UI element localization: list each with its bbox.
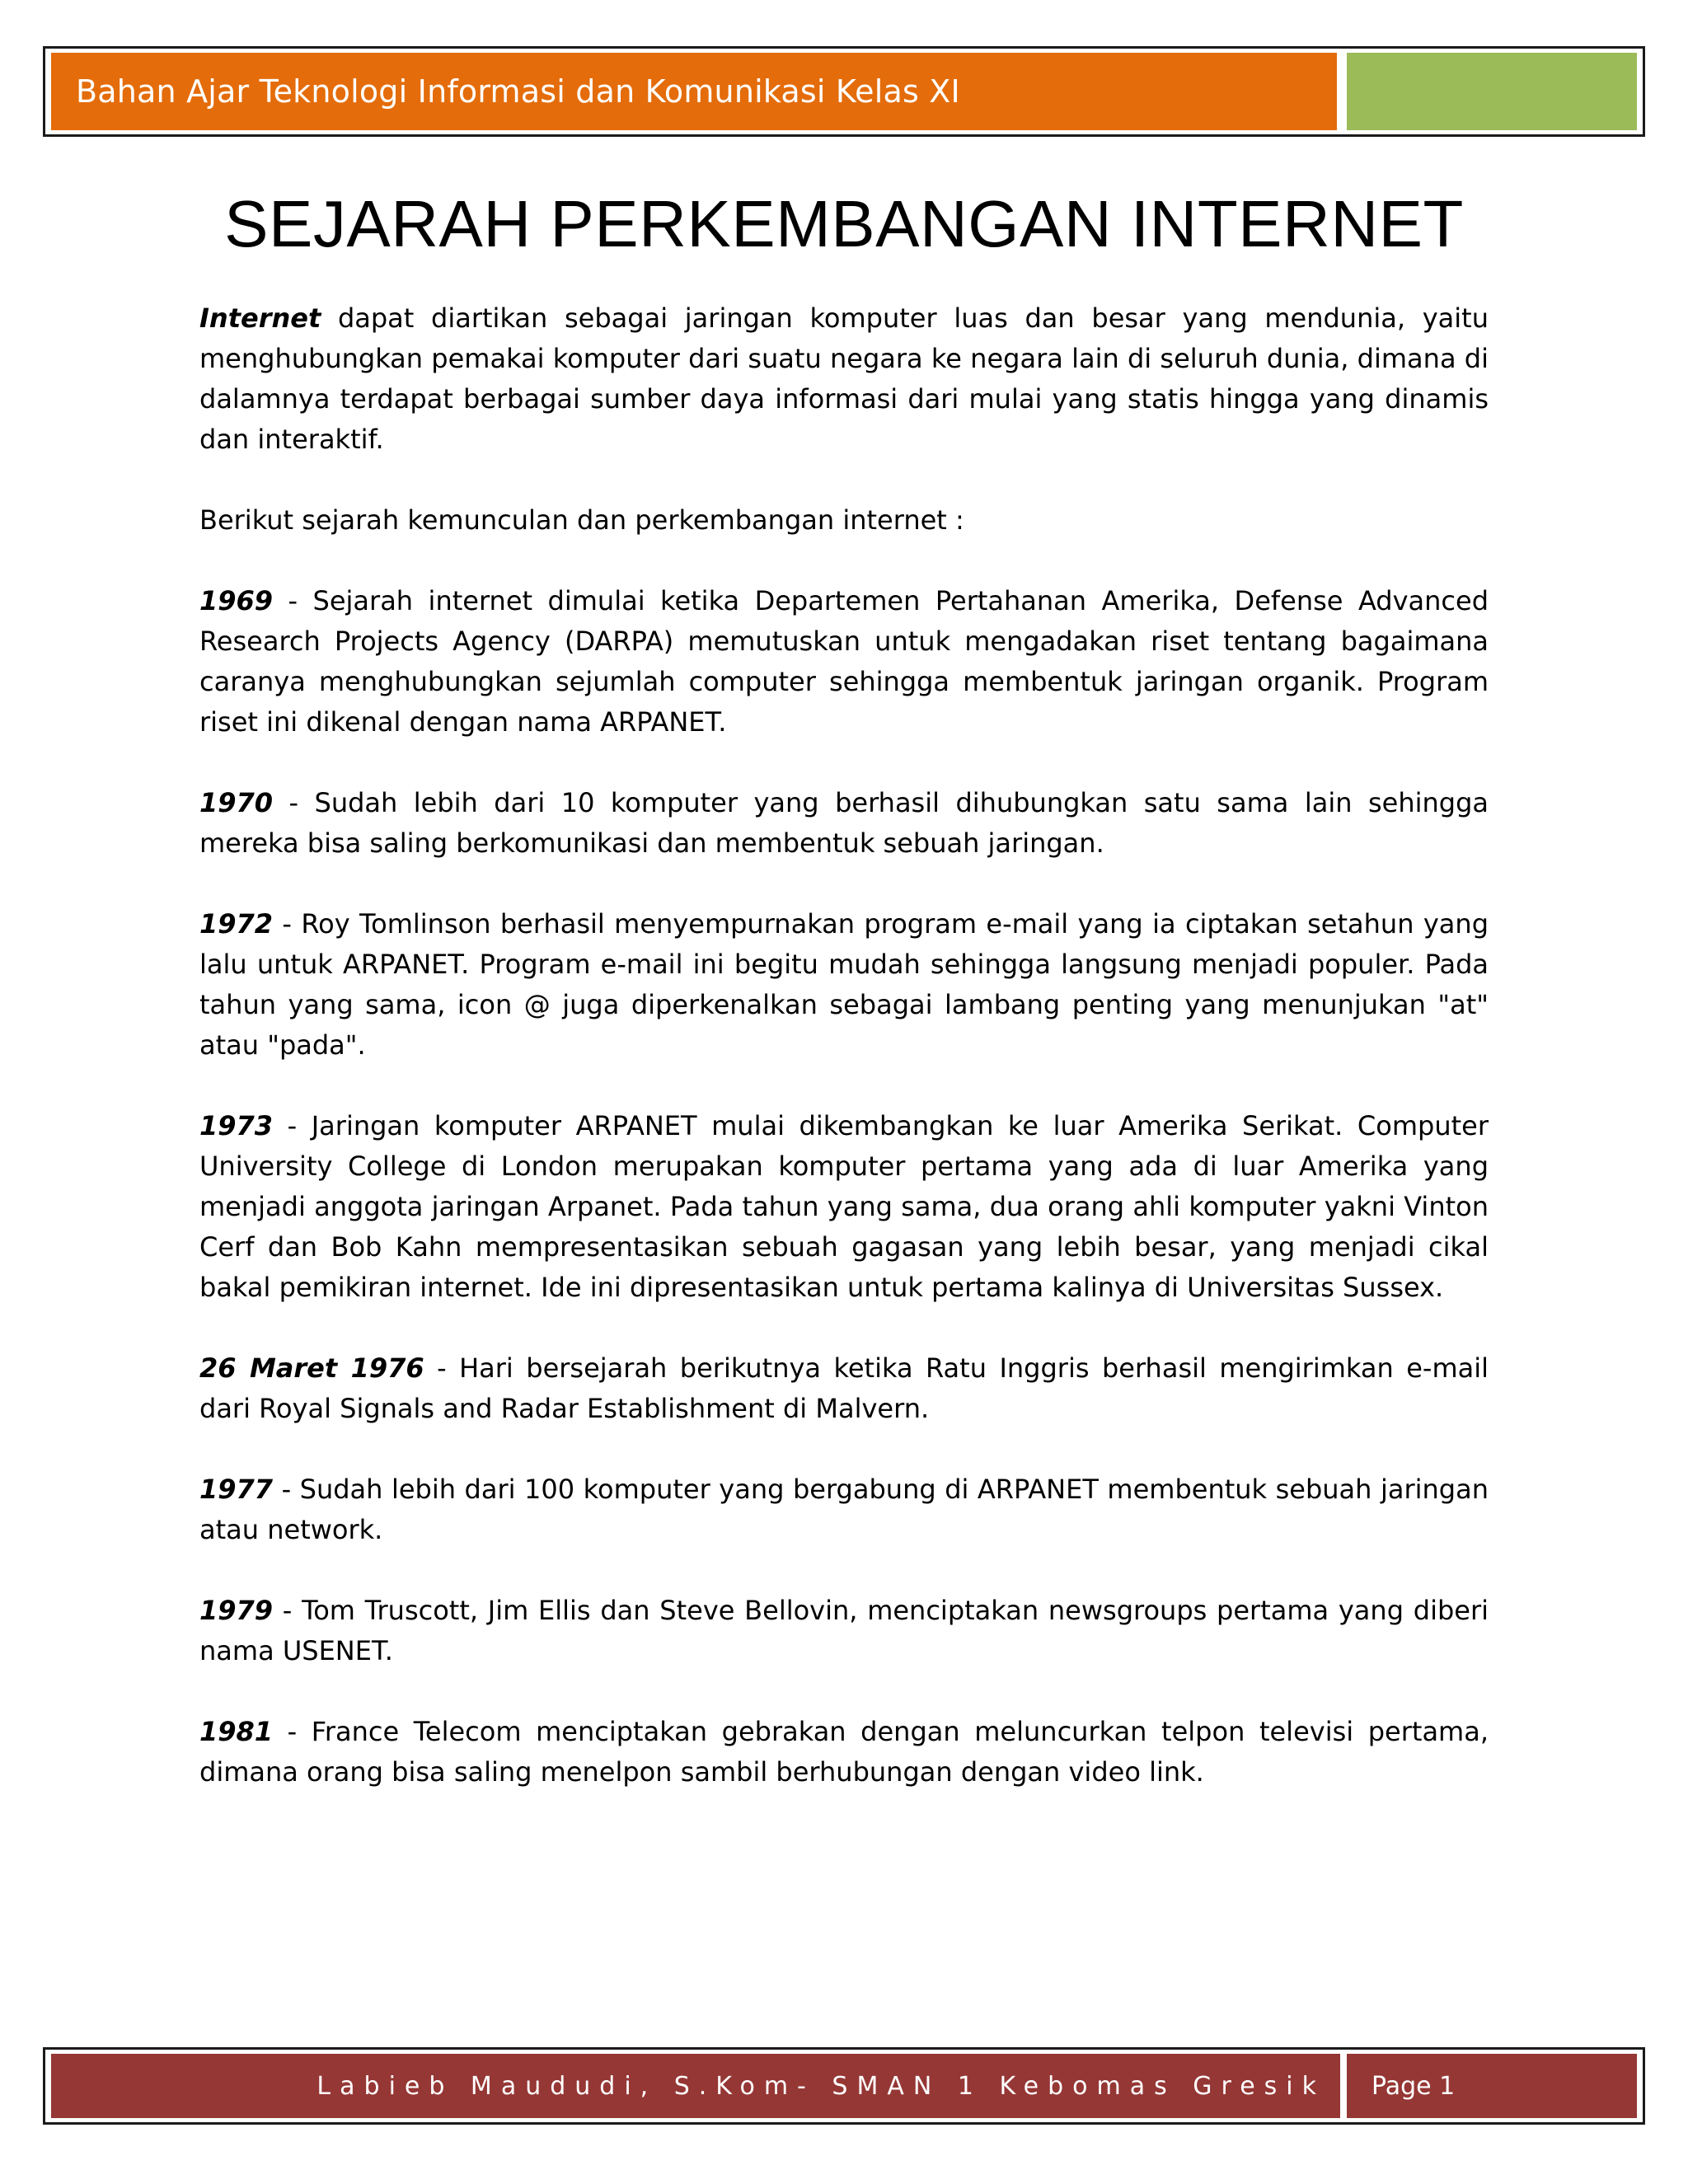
intro-paragraph bbox=[199, 298, 1489, 460]
entry-text: - Hari bersejarah berikutnya ketika Ratu Inggris berhasil mengirimkan e-mail dari Royal Signals and Radar Establishment di Malvern. bbox=[199, 1352, 1489, 1424]
header-accent-block bbox=[1347, 53, 1637, 130]
entry-year: 1979 bbox=[199, 1595, 274, 1626]
entry-text: - Sudah lebih dari 100 komputer yang bergabung di ARPANET membentuk sebuah jaringan atau network. bbox=[199, 1474, 1489, 1545]
entry-year: 26 Maret 1976 bbox=[199, 1352, 424, 1384]
entry-paragraph bbox=[199, 1469, 1489, 1550]
footer-author: Labieb Maududi, S.Kom- SMAN 1 Kebomas Gresik bbox=[316, 2071, 1325, 2101]
entry-paragraph bbox=[199, 1712, 1489, 1793]
list-intro: Berikut sejarah kemunculan dan perkembangan internet : bbox=[199, 504, 964, 536]
intro-lead: Internet bbox=[199, 302, 321, 334]
document-body bbox=[199, 298, 1489, 1833]
entry-text: - Tom Truscott, Jim Ellis dan Steve Bellovin, menciptakan newsgroups pertama yang diberi nama USENET. bbox=[199, 1595, 1489, 1666]
entry-year: 1970 bbox=[199, 787, 274, 818]
entry-year: 1977 bbox=[199, 1474, 274, 1505]
page-title: SEJARAH PERKEMBANGAN INTERNET bbox=[224, 187, 1464, 260]
entry-year: 1969 bbox=[199, 585, 274, 616]
entry-paragraph bbox=[199, 1591, 1489, 1671]
entry-paragraph bbox=[199, 783, 1489, 864]
entry-text: - Jaringan komputer ARPANET mulai dikembangkan ke luar Amerika Serikat. Computer University College di London merupakan komputer pertama yang ada di luar Amerika yang menjadi anggota jaringan Arpanet. Pada tahun yang sama, dua orang ahli komputer yakni Vinton Cerf dan Bob Kahn mempresentasikan sebuah gagasan yang lebih besar, yang menjadi cikal bakal pemikiran internet. Ide ini dipresentasikan untuk pertama kalinya di Universitas Sussex. bbox=[199, 1110, 1489, 1303]
footer-bar bbox=[51, 2054, 1340, 2118]
intro-text: dapat diartikan sebagai jaringan komputer luas dan besar yang mendunia, yaitu menghubungkan pemakai komputer dari suatu negara ke negara lain di seluruh dunia, dimana di dalamnya terdapat berbagai sumber daya informasi dari mulai yang statis hingga yang dinamis dan interaktif. bbox=[199, 302, 1489, 455]
entry-paragraph bbox=[199, 581, 1489, 743]
entry-paragraph bbox=[199, 1348, 1489, 1429]
entry-text: - France Telecom menciptakan gebrakan dengan meluncurkan telpon televisi pertama, dimana orang bisa saling menelpon sambil berhubungan dengan video link. bbox=[199, 1716, 1489, 1788]
entry-year: 1973 bbox=[199, 1110, 274, 1141]
entry-text: - Roy Tomlinson berhasil menyempurnakan program e-mail yang ia ciptakan setahun yang lalu untuk ARPANET. Program e-mail ini begitu mudah sehingga langsung menjadi populer. Pada tahun yang sama, icon @ juga diperkenalkan sebagai lambang penting yang menunjukan "at" atau "pada". bbox=[199, 908, 1489, 1061]
entry-text: - Sejarah internet dimulai ketika Departemen Pertahanan Amerika, Defense Advanced Research Projects Agency (DARPA) memutuskan untuk mengadakan riset tentang bagaimana caranya menghubungkan sejumlah computer sehingga membentuk jaringan organik. Program riset ini dikenal dengan nama ARPANET. bbox=[199, 585, 1489, 738]
page-number: Page 1 bbox=[1372, 2071, 1456, 2101]
entry-paragraph bbox=[199, 1106, 1489, 1308]
footer-page-box bbox=[1347, 2054, 1637, 2118]
header-bar bbox=[51, 53, 1337, 130]
entry-text: - Sudah lebih dari 10 komputer yang berhasil dihubungkan satu sama lain sehingga mereka bisa saling berkomunikasi dan membentuk sebuah jaringan. bbox=[199, 787, 1489, 859]
header-title: Bahan Ajar Teknologi Informasi dan Komunikasi Kelas XI bbox=[76, 73, 960, 110]
entry-paragraph bbox=[199, 904, 1489, 1066]
entry-year: 1981 bbox=[199, 1716, 274, 1747]
entry-year: 1972 bbox=[199, 908, 274, 940]
